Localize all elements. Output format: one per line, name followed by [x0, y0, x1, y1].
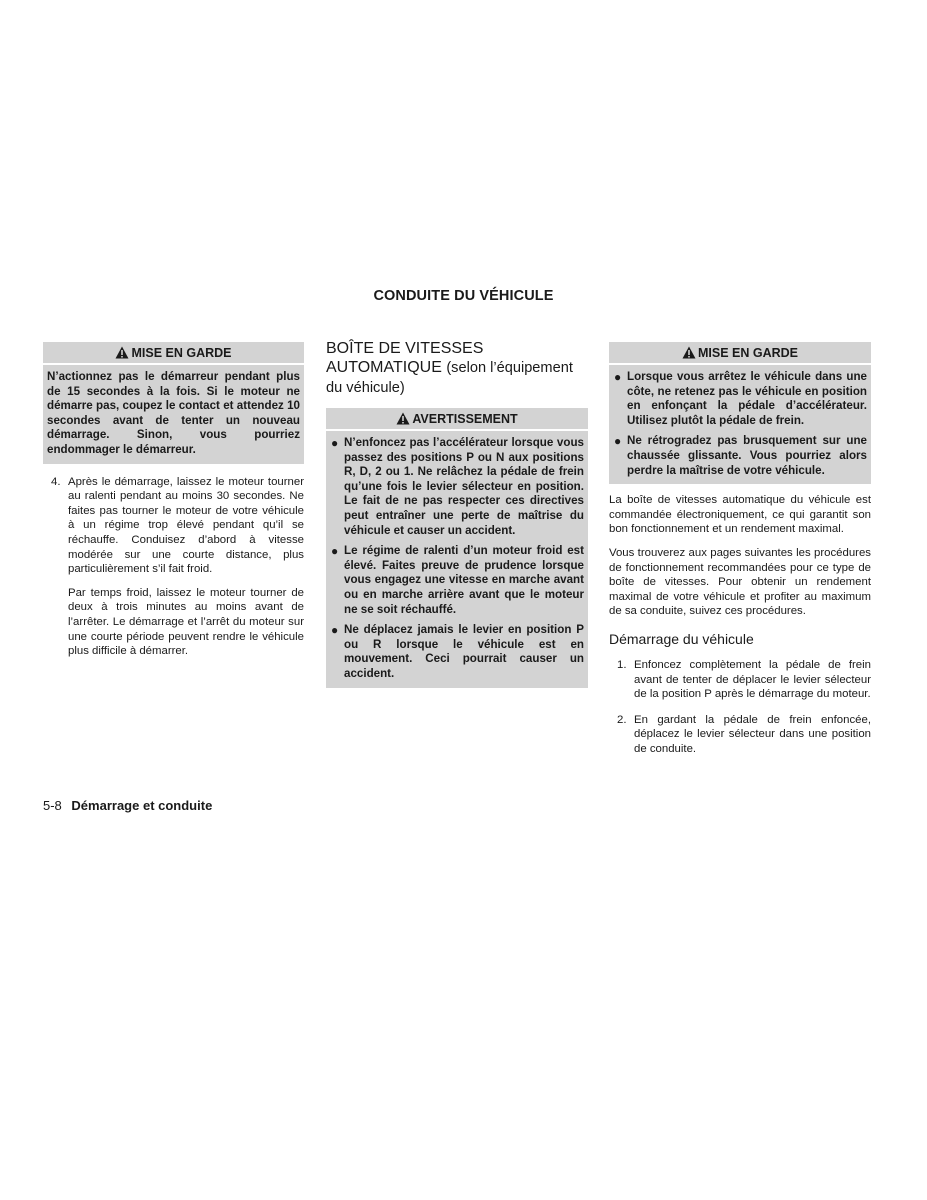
bullet-text: N’enfoncez pas l’accélérateur lorsque vous passez des positions P ou N aux positions R, D, 2 ou 1. Ne relâchez la pédale de frein qu’une fois le levier sélecteur en position. Le fait de ne pas respecter ces directives peut entraîner une perte de maîtrise du véhicule et causer un accident. [344, 436, 584, 537]
warning-body [326, 431, 588, 688]
warning-bullet [330, 623, 584, 681]
caution-header [609, 342, 871, 365]
transmission-title [326, 339, 588, 398]
list-item-4 [43, 475, 304, 577]
caution-body [609, 365, 871, 484]
bullet-dot-icon: ● [331, 436, 339, 450]
list-number: 1. [617, 658, 627, 671]
warning-bullet [330, 436, 584, 538]
list-number: 2. [617, 713, 627, 726]
column-left [43, 342, 304, 659]
list-number: 4. [51, 475, 61, 488]
page-number: 5-8 [43, 798, 62, 813]
chapter-title: Démarrage et conduite [71, 798, 213, 813]
section-title: CONDUITE DU VÉHICULE [373, 288, 554, 304]
column-middle [326, 339, 588, 688]
caution-bullet [613, 434, 867, 478]
bullet-dot-icon: ● [331, 544, 339, 559]
warning-bullet [330, 544, 584, 617]
warning-triangle-icon [396, 412, 410, 429]
caution-header [43, 342, 304, 365]
caution-box [609, 342, 871, 484]
subheading: Démarrage du véhicule [609, 630, 754, 647]
paragraph: Vous trouverez aux pages suivantes les procédures de fonctionnement recommandées pour ce type de boîte de vitesses. Pour obtenir un rendement maximal de votre véhicule et profiter au maximum de sa conduite, suivez ces procédures. [609, 546, 871, 618]
bullet-text: Ne déplacez jamais le levier en position P ou R lorsque le véhicule est en mouvement. Ceci pourrait causer un accident. [344, 623, 584, 680]
bullet-text: Le régime de ralenti d’un moteur froid est élevé. Faites preuve de prudence lorsque vous engagez une vitesse en marche avant ou en marche arrière avant que le moteur ne se soit réchauffé. [344, 544, 584, 616]
caution-label: MISE EN GARDE [697, 346, 798, 360]
transmission-title-main: BOÎTE DE VITESSES AUTOMATIQUE [326, 340, 484, 376]
page-footer [43, 798, 212, 813]
transmission-title-sub: (selon l’équipement du véhicule) [326, 360, 573, 396]
list-item [609, 658, 871, 702]
list-text: En gardant la pédale de frein enfoncée, déplacez le levier sélecteur dans une position de conduite. [634, 713, 871, 755]
warning-label: AVERTISSEMENT [412, 412, 518, 426]
warning-triangle-icon [115, 346, 129, 363]
list-item [609, 713, 871, 757]
caution-box [43, 342, 304, 464]
bullet-dot-icon: ● [614, 434, 622, 449]
warning-box [326, 408, 588, 688]
paragraph: La boîte de vitesses automatique du véhicule est commandée électroniquement, ce qui garantit son bon fonctionnement et un rendement maximal. [609, 494, 871, 536]
warning-triangle-icon [682, 346, 696, 363]
bullet-text: Ne rétrogradez pas brusquement sur une chaussée glissante. Vous pourriez alors perdre la maîtrise de votre véhicule. [627, 434, 867, 477]
cold-weather-paragraph: Par temps froid, laissez le moteur tourner de deux à trois minutes au moins avant de l’arrêter. Le démarrage et l’arrêt du moteur sur une courte période peuvent rendre le véhicule plus difficile à démarrer. [68, 586, 304, 658]
caution-text: N’actionnez pas le démarreur pendant plus de 15 secondes à la fois. Si le moteur ne démarre pas, coupez le contact et attendez 10 secondes avant de tenter un nouveau démarrage. Sinon, vous pourriez endommager le démarreur. [47, 370, 300, 456]
caution-label: MISE EN GARDE [131, 346, 232, 360]
list-text: Après le démarrage, laissez le moteur tourner au ralenti pendant au moins 30 secondes. Ne faites pas tourner le moteur de votre véhicule à un régime trop élevé pendant qu’il se réchauffe. Conduisez d’abord à vitesse modérée sur une courte distance, plus particulièrement s’il fait froid. [68, 475, 304, 576]
warning-header [326, 408, 588, 431]
column-right [609, 342, 871, 756]
bullet-dot-icon: ● [331, 623, 339, 638]
list-text: Enfoncez complètement la pédale de frein avant de tenter de déplacer le levier sélecteur de la position P après le démarrage du moteur. [634, 658, 871, 701]
bullet-dot-icon: ● [614, 370, 622, 384]
bullet-text: Lorsque vous arrêtez le véhicule dans une côte, ne retenez pas le véhicule en position en enfonçant la pédale d’accélérateur. Utilisez plutôt la pédale de frein. [627, 370, 867, 427]
caution-bullet [613, 370, 867, 428]
